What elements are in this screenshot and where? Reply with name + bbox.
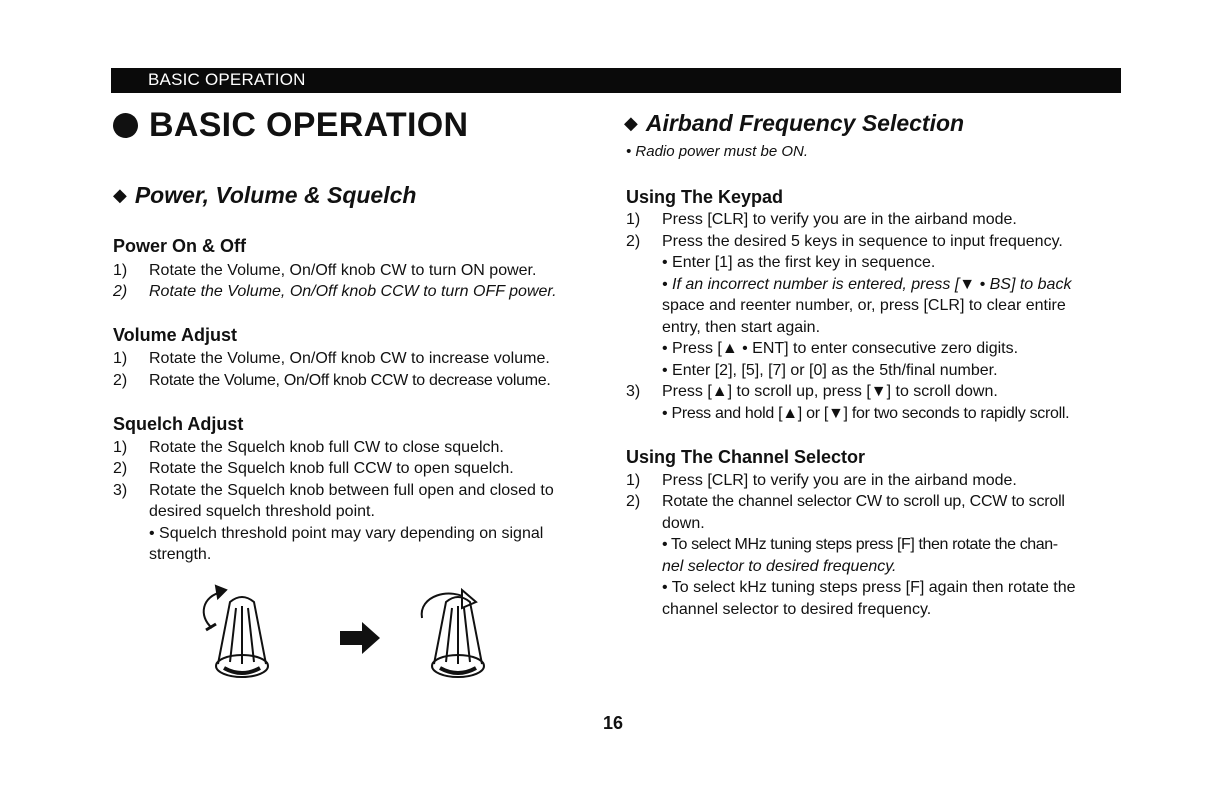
heading-using-keypad: Using The Keypad [626,187,784,207]
note-line: • Squelch threshold point may vary depending on signal [149,525,544,542]
arrow-right-icon [340,622,380,654]
page-number: 16 [603,713,624,733]
list-item-text: Rotate the Volume, On/Off knob CCW to decrease volume. [149,372,551,389]
list-item-number: 1) [113,439,128,456]
section-title-airband [624,110,964,137]
bullet-line: • Press [▲ • ENT] to enter consecutive zero digits. [662,340,1019,357]
heading-power-on-off: Power On & Off [113,236,247,256]
list-item-text: Press [▲] to scroll up, press [▼] to scroll down. [662,383,998,400]
section-title-airband-text: Airband Frequency Selection [645,110,965,136]
list-item-text: Rotate the Volume, On/Off knob CW to increase volume. [149,350,550,367]
note-line: strength. [149,546,212,563]
heading-volume-adjust: Volume Adjust [113,325,238,345]
diamond-icon: ◆ [624,113,638,133]
section-header-bar [111,68,1121,93]
list-item-text: Rotate the Squelch knob between full open and closed to [149,482,554,499]
list-item-text: Press [CLR] to verify you are in the airband mode. [662,211,1017,228]
list-item-number: 1) [626,472,641,489]
list-item-number: 1) [626,211,641,228]
list-item-text: Rotate the Volume, On/Off knob CW to turn ON power. [149,262,537,279]
list-item-number: 1) [113,262,128,279]
list-item-text: Rotate the Volume, On/Off knob CCW to turn OFF power. [149,283,557,300]
list-item-number: 1) [113,350,128,367]
list-item-text: Press [CLR] to verify you are in the airband mode. [662,472,1017,489]
list-item-continuation: desired squelch threshold point. [149,503,375,520]
list-item-number: 3) [626,383,641,400]
knob-ccw-icon [204,586,268,677]
section-title-power-text: Power, Volume & Squelch [134,182,417,208]
heading-squelch-adjust: Squelch Adjust [113,414,244,434]
bullet-line: • Press and hold [▲] or [▼] for two seconds to rapidly scroll. [662,405,1070,422]
list-item-continuation: down. [662,515,705,532]
list-item-number: 2) [626,493,641,510]
list-item-number: 2) [626,233,641,250]
bullet-line: • To select kHz tuning steps press [F] again then rotate the [662,579,1076,596]
page-title [113,106,468,145]
section-header-label: BASIC OPERATION [148,70,306,89]
bullet-line: entry, then start again. [662,319,821,336]
bullet-line: • To select MHz tuning steps press [F] then rotate the chan- [662,536,1058,553]
list-item-text: Rotate the channel selector CW to scroll up, CCW to scroll [662,493,1065,510]
bullet-line: • Enter [2], [5], [7] or [0] as the 5th/final number. [662,362,998,379]
bullet-line: nel selector to desired frequency. [662,558,897,575]
list-item-number: 2) [113,372,128,389]
list-item-number: 2) [113,283,128,300]
diamond-icon: ◆ [113,185,127,205]
bullet-line: channel selector to desired frequency. [662,601,932,618]
knob-rotation-illustration [190,578,490,688]
list-item-number: 3) [113,482,128,499]
section-title-power [113,182,416,209]
list-item-text: Press the desired 5 keys in sequence to input frequency. [662,233,1063,250]
knob-cw-icon [422,590,484,677]
bullet-icon [113,113,138,138]
bullet-line: space and reenter number, or, press [CLR] to clear entire [662,297,1066,314]
list-item-number: 2) [113,460,128,477]
bullet-line: • If an incorrect number is entered, press [▼ • BS] to back [662,276,1072,293]
bullet-line: • Enter [1] as the first key in sequence. [662,254,936,271]
list-item-text: Rotate the Squelch knob full CCW to open squelch. [149,460,514,477]
page-title-text: BASIC OPERATION [149,106,469,144]
list-item-text: Rotate the Squelch knob full CW to close squelch. [149,439,504,456]
note-radio-power: • Radio power must be ON. [626,143,808,160]
heading-channel-selector: Using The Channel Selector [626,447,866,467]
